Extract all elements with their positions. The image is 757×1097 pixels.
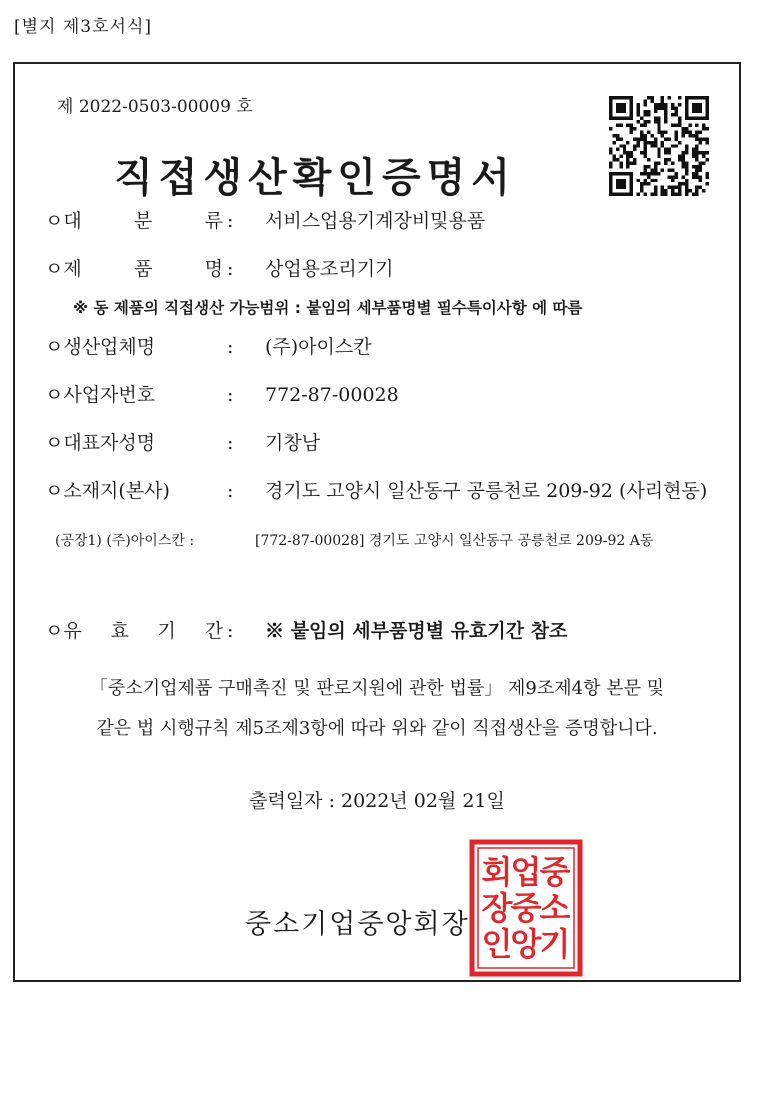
issuer-name: 중소기업중앙회장: [245, 909, 470, 940]
seal-character: 앙: [510, 925, 542, 963]
qr-code: [609, 96, 709, 196]
page-title: 직접생산확인증명서: [114, 154, 516, 201]
field-value: 서비스업용기계장비및용품: [265, 210, 486, 232]
field-colon: :: [227, 620, 234, 642]
field-label: ㅇ대표자성명: [45, 432, 156, 454]
field-value: 경기도 고양시 일산동구 공릉천로 209-92 (사리현동): [265, 480, 708, 502]
field-row-address: [45, 476, 707, 503]
field-value: 772-87-00028: [265, 384, 399, 406]
certificate-frame: [13, 62, 741, 982]
field-colon: :: [227, 258, 234, 280]
form-label: [별지 제3호서식]: [14, 17, 153, 37]
seal-character: 업: [510, 853, 542, 891]
seal-character: 회: [481, 853, 513, 891]
field-value: 기창남: [265, 432, 321, 454]
field-row-company: [45, 332, 372, 359]
field-label: ㅇ유 효 기 간: [45, 620, 223, 642]
certificate-number: 제 2022-0503-00009 호: [57, 97, 253, 117]
field-label: ㅇ대 분 류: [45, 210, 223, 232]
field-row-product: [45, 254, 393, 281]
seal-character: 기: [539, 925, 571, 963]
factory-row: [55, 530, 653, 550]
field-value: (주)아이스칸: [265, 336, 372, 358]
field-row-validity: [45, 616, 567, 643]
factory-label: (공장1) (주)아이스칸 :: [55, 533, 195, 549]
field-label: ㅇ제 품 명: [45, 258, 223, 280]
print-date: 출력일자 : 2022년 02월 21일: [249, 790, 505, 812]
field-label: ㅇ생산업체명: [45, 336, 156, 358]
field-value: 상업용조리기기: [265, 258, 394, 280]
field-colon: :: [227, 210, 234, 232]
scope-note: ※ 동 제품의 직접생산 가능범위 : 붙임의 세부품명별 필수특이사항 에 따름: [73, 299, 583, 317]
field-colon: :: [227, 384, 234, 406]
field-row-category: [45, 206, 485, 233]
seal-character: 중: [510, 889, 542, 927]
field-colon: :: [227, 480, 234, 502]
field-value: ※ 붙임의 세부품명별 유효기간 참조: [265, 620, 568, 642]
seal-character: 중: [539, 853, 571, 891]
field-row-representative: [45, 428, 320, 455]
official-seal: [469, 839, 583, 977]
seal-character: 인: [481, 925, 513, 963]
seal-character: 소: [539, 889, 571, 927]
field-label: ㅇ소재지(본사): [45, 480, 170, 502]
field-row-business-number: [45, 380, 399, 407]
field-colon: :: [227, 432, 234, 454]
field-label: ㅇ사업자번호: [45, 384, 156, 406]
seal-character: 장: [481, 889, 513, 927]
factory-value: [772-87-00028] 경기도 고양시 일산동구 공릉천로 209-92 A동: [255, 533, 654, 549]
statement-line: 같은 법 시행규칙 제5조제3항에 따라 위와 같이 직접생산을 증명합니다.: [96, 718, 658, 739]
statement-line: 「중소기업제품 구매촉진 및 판로지원에 관한 법률」 제9조제4항 본문 및: [89, 678, 665, 699]
field-colon: :: [227, 336, 234, 358]
